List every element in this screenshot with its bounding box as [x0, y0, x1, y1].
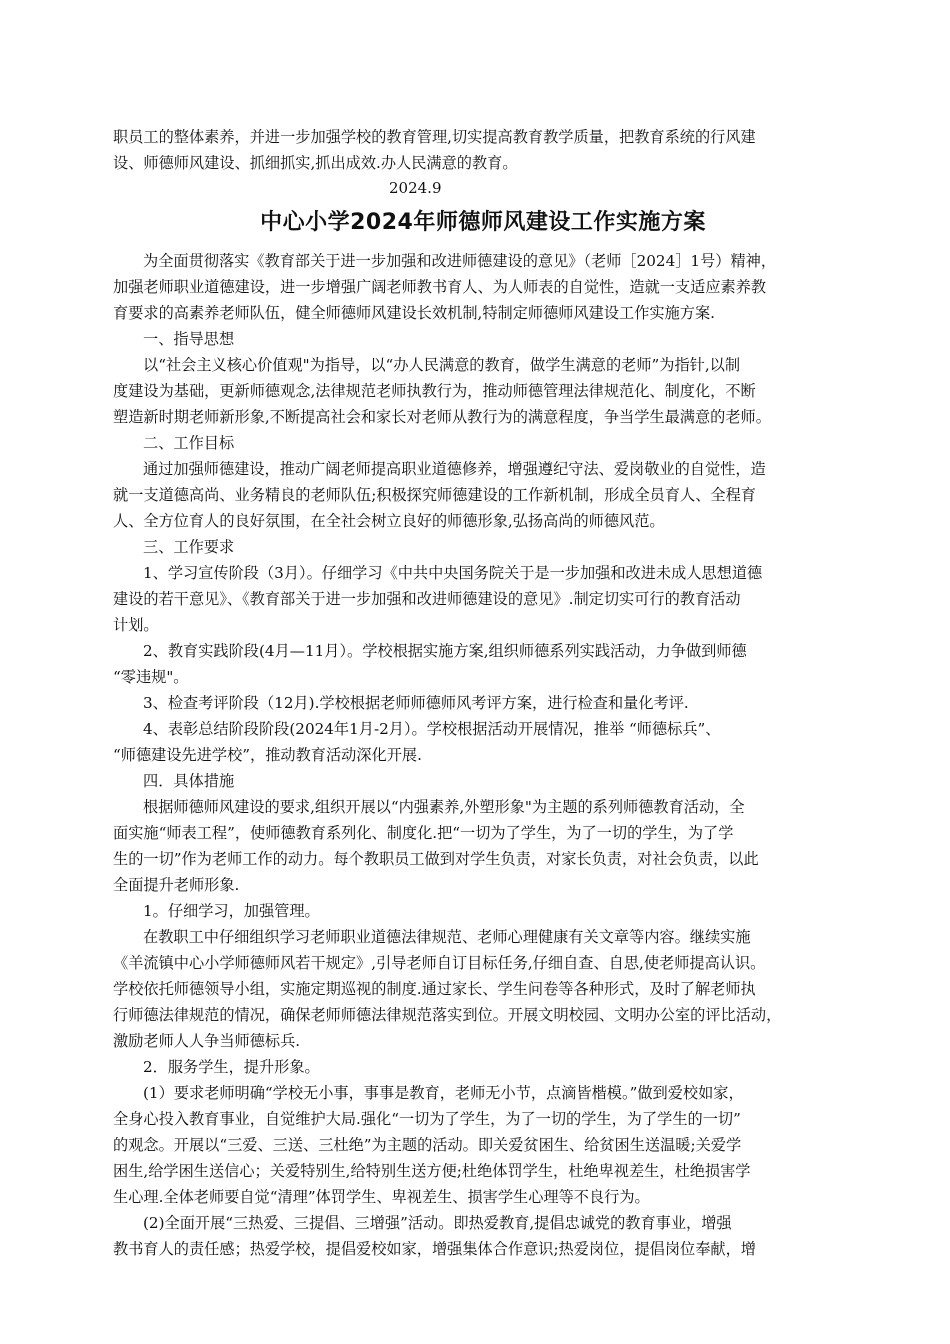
- text-line: 设、师德师风建设、抓细抓实,抓出成效.办人民满意的教育。: [113, 154, 518, 172]
- text-line: 的观念。开展以“三爱、三送、三杜绝”为主题的活动。即关爱贫困生、给贫困生送温暖;关爱学: [113, 1136, 742, 1154]
- document-body: [113, 248, 853, 1262]
- text-line: 学校依托师德领导小组，实施定期巡视的制度.通过家长、学生问卷等各种形式，及时了解老师执: [113, 980, 756, 998]
- text-line: 《羊流镇中心小学师德师风若干规定》,引导老师自订目标任务,仔细自查、自思,使老师提高认识。: [113, 954, 766, 972]
- text-line: 职员工的整体素养，并进一步加强学校的教育管理,切实提高教育教学质量，把教育系统的行风建: [113, 128, 756, 146]
- text-line: 行师德法律规范的情况，确保老师师德法律规范落实到位。开展文明校园、文明办公室的评比活动，: [113, 1006, 782, 1024]
- text-line: 激励老师人人争当师德标兵.: [113, 1032, 301, 1050]
- paragraph: [113, 690, 853, 716]
- text-line: 教书育人的责任感；热爱学校，提倡爱校如家，增强集体合作意识;热爱岗位，提倡岗位奉献，增: [113, 1240, 756, 1258]
- paragraph-first-line: 4、表彰总结阶段阶段(2024年1月-2月）。学校根据活动开展情况，推举 “师德标兵”、: [143, 720, 721, 738]
- paragraph: [113, 248, 853, 326]
- text-line: 塑造新时期老师新形象,不断提高社会和家长对老师从教行为的满意程度，争当学生最满意的老师。: [113, 408, 771, 426]
- paragraph-first-line: 四．具体措施: [143, 772, 235, 790]
- text-line: 就一支道德高尚、业务精良的老师队伍;积极探究师德建设的工作新机制，形成全员育人、全程育: [113, 486, 756, 504]
- paragraph-first-line: 以“社会主义核心价值观"为指导，以“办人民满意的教育，做学生满意的老师”为指针,以制: [143, 356, 741, 374]
- document-page: [113, 124, 853, 1262]
- text-line: 计划。: [113, 616, 159, 634]
- paragraph: [113, 1080, 853, 1210]
- text-line: 育要求的高素养老师队伍，健全师德师风建设长效机制,特制定师德师风建设工作实施方案.: [113, 304, 715, 322]
- text-line: 建设的若干意见》、《教育部关于进一步加强和改进师德建设的意见》.制定切实可行的教育活动: [113, 590, 741, 608]
- paragraph: [113, 1210, 853, 1262]
- text-line: 面实施“师表工程”，使师德教育系列化、制度化.把“一切为了学生，为了一切的学生，为了学: [113, 824, 734, 842]
- paragraph: [113, 1054, 853, 1080]
- text-line: 全面提升老师形象.: [113, 876, 240, 894]
- text-line: 生心理.全体老师要自觉“清理”体罚学生、卑视差生、损害学生心理等不良行为。: [113, 1188, 650, 1206]
- paragraph: [113, 924, 853, 1054]
- paragraph: [113, 326, 853, 352]
- paragraph: [113, 794, 853, 898]
- text-line: 生的一切”作为老师工作的动力。每个教职员工做到对学生负责，对家长负责，对社会负责，以此: [113, 850, 759, 868]
- paragraph-first-line: 三、工作要求: [143, 538, 235, 556]
- intro-fragment: [113, 124, 853, 176]
- text-line: 加强老师职业道德建设，进一步增强广阔老师教书育人、为人师表的自觉性，造就一支适应素养教: [113, 278, 767, 296]
- paragraph-first-line: (2)全面开展“三热爱、三提倡、三增强”活动。即热爱教育,提倡忠诚党的教育事业，增强: [143, 1214, 732, 1232]
- text-line: 全身心投入教育事业，自觉维护大局.强化“一切为了学生，为了一切的学生，为了学生的一切”: [113, 1110, 741, 1128]
- paragraph: [113, 352, 853, 430]
- paragraph-first-line: (1）要求老师明确“学校无小事，事事是教育，老师无小节，点滴皆楷模。”做到爱校如家，: [143, 1084, 744, 1102]
- paragraph-first-line: 为全面贯彻落实《教育部关于进一步加强和改进师德建设的意见》（老师［2024］1号）精神，: [143, 252, 777, 270]
- paragraph-first-line: 根据师德师风建设的要求,组织开展以“内强素养,外塑形象"为主题的系列师德教育活动，全: [143, 798, 745, 816]
- paragraph-first-line: 一、指导思想: [143, 330, 235, 348]
- paragraph-first-line: 3、检查考评阶段（12月).学校根据老师师德师风考评方案，进行检查和量化考评.: [143, 694, 689, 712]
- paragraph: [113, 456, 853, 534]
- text-line: “师德建设先进学校”，推动教育活动深化开展.: [113, 746, 422, 764]
- paragraph-first-line: 1。仔细学习，加强管理。: [143, 902, 320, 920]
- text-line: “零违规"。: [113, 668, 189, 686]
- text-line: 度建设为基础，更新师德观念,法律规范老师执教行为，推动师德管理法律规范化、制度化，不断: [113, 382, 756, 400]
- paragraph: [113, 534, 853, 560]
- paragraph: [113, 430, 853, 456]
- text-line: 人、全方位育人的良好氛围，在全社会树立良好的师德形象,弘扬高尚的师德风范。: [113, 512, 665, 530]
- document-date: 2024.9: [389, 179, 442, 197]
- paragraph: [113, 898, 853, 924]
- paragraph: [113, 560, 853, 638]
- paragraph: [113, 716, 853, 768]
- paragraph-first-line: 通过加强师德建设，推动广阔老师提高职业道德修养，增强遵纪守法、爱岗敬业的自觉性，造: [143, 460, 766, 478]
- paragraph-first-line: 二、工作目标: [143, 434, 235, 452]
- paragraph: [113, 638, 853, 690]
- document-title: 中心小学2024年师德师风建设工作实施方案: [260, 210, 706, 235]
- paragraph-first-line: 2、教育实践阶段(4月—11月）。学校根据实施方案,组织师德系列实践活动，力争做到师德: [143, 642, 747, 660]
- paragraph-first-line: 2．服务学生，提升形象。: [143, 1058, 320, 1076]
- paragraph-first-line: 在教职工中仔细组织学习老师职业道德法律规范、老师心理健康有关文章等内容。继续实施: [143, 928, 751, 946]
- paragraph: [113, 768, 853, 794]
- text-line: 困生,给学困生送信心；关爱特别生,给特别生送方便;杜绝体罚学生，杜绝卑视差生，杜绝损害学: [113, 1162, 751, 1180]
- paragraph-first-line: 1、学习宣传阶段（3月）。仔细学习《中共中央国务院关于是一步加强和改进未成人思想道德: [143, 564, 763, 582]
